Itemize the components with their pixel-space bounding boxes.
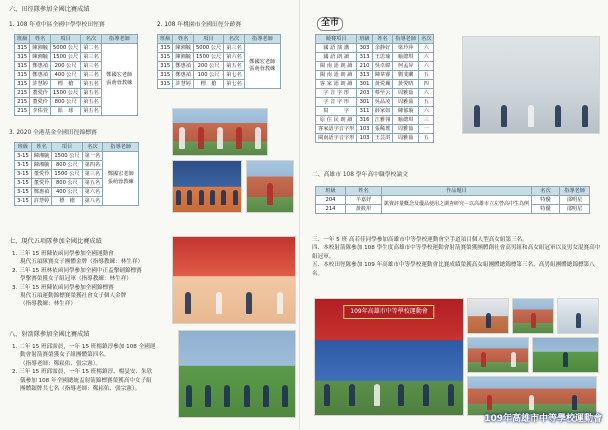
t3-row	[15, 152, 139, 161]
meet-h4: 名次	[419, 35, 434, 44]
meet-row	[316, 80, 434, 89]
t2-cell: 陳湘毓	[173, 53, 194, 62]
meet-row	[316, 44, 434, 53]
sec7-title: 七、現代五項隊參加全國比賽成績	[9, 238, 102, 245]
meet-h1: 班級	[357, 35, 372, 44]
t2-row	[158, 44, 281, 53]
essay-h3: 名次	[532, 187, 560, 196]
t1-cell: 李佑萱	[30, 107, 51, 116]
meet-cell: 周雅茹	[393, 134, 419, 143]
photo-relay	[467, 337, 529, 373]
t3-cell: 第三名	[82, 170, 103, 179]
t2-cell: 315	[158, 71, 173, 80]
sec7-line-1: 1. 三年 15 班陳依函同學參加全國運動會	[12, 251, 114, 257]
t1-h0: 班級	[15, 35, 30, 44]
note-3: 三、一年 5 班 高若佳同學參加高雄市中等學校運動會空手道項目個人型高女組第三名。	[312, 237, 528, 243]
meet-cell: 喻總琪	[393, 53, 419, 62]
meet-cell: 周雅茹	[393, 89, 419, 98]
meet-cell: 三	[419, 116, 434, 125]
meet-cell: 閩南語字音字形	[316, 134, 357, 143]
sec8-line-5: 儀參加 108 年全國總統盃射箭錦標賽榮獲高中女子組	[20, 377, 152, 384]
meet-cell: 黃愛晴	[393, 80, 419, 89]
t3-cell: 3-15	[15, 179, 32, 188]
meet-cell: 六	[419, 107, 434, 116]
essay-r0-c4: 邵明星	[560, 196, 590, 205]
meet-cell: 字 音 字 形	[316, 89, 357, 98]
t2-h0: 班級	[158, 35, 173, 44]
t2-cell: 315	[158, 44, 173, 53]
meet-cell: 原 住 民 朗 讀	[316, 116, 357, 125]
t3-cell: 陳湘毓	[31, 161, 52, 170]
t2-table	[157, 34, 281, 89]
quanshi-label: 全市	[317, 17, 343, 31]
t2-cell: 5000 公尺	[193, 44, 223, 53]
meet-cell: 劉斐蘭	[393, 71, 419, 80]
t1-cell: 315	[15, 44, 30, 53]
t1-cell: 第五名	[81, 107, 102, 116]
photo-hurdle	[467, 298, 509, 334]
t1-cell: 第五名	[81, 80, 102, 89]
t3-cell: 陳湘毓	[31, 152, 52, 161]
t3-cell: 董愛伶	[31, 179, 52, 188]
meet-row	[316, 134, 434, 143]
t3-h3: 名次	[82, 143, 103, 152]
t1-cell: 鉛 球	[50, 107, 80, 116]
sec8-body	[12, 343, 172, 393]
t3-table	[14, 142, 139, 206]
meet-cell: 313	[357, 53, 372, 62]
t3-cell: 1500 公尺	[52, 170, 82, 179]
sec7-line-6: 現代五項運動錦標賽榮獲社會女子個人金牌	[20, 293, 127, 300]
meet-h0: 競賽項目	[316, 35, 357, 44]
essay-h1: 姓名	[346, 187, 382, 196]
meet-row	[316, 125, 434, 134]
t1-h2: 項目	[50, 35, 80, 44]
meet-cell: 周雅茹	[393, 98, 419, 107]
meet-cell: 薛家如	[372, 107, 393, 116]
meet-cell: 五	[419, 134, 434, 143]
meet-cell: 五	[419, 98, 434, 107]
sec7-body	[12, 250, 172, 309]
left-page	[0, 0, 300, 430]
meet-cell: 303	[357, 44, 372, 53]
meet-cell: 301	[357, 98, 372, 107]
meet-cell: 六	[419, 62, 434, 71]
t1-cell: 陳湘毓	[30, 44, 51, 53]
t3-cell: 800 公尺	[52, 179, 82, 188]
meet-cell: 國 語 朗 讀	[316, 53, 357, 62]
meet-cell: 103	[357, 125, 372, 134]
t1-cell: 第五名	[81, 89, 102, 98]
t2-cell: 標 槍	[193, 80, 223, 89]
t3-cell: 3-15	[15, 161, 32, 170]
meet-cell: 喻總琪	[393, 116, 419, 125]
meet-cell: 閩 南 語 朗 讀	[316, 62, 357, 71]
notes-block	[312, 236, 602, 278]
t2-cell: 315	[158, 62, 173, 71]
t3-h0: 班級	[15, 143, 32, 152]
meet-h3: 指導老師	[393, 35, 419, 44]
sec7-line-5: 3. 三年 15 班陳依函同學參加全國錦標賽	[12, 284, 114, 291]
meet-table	[315, 34, 434, 143]
meet-row	[316, 71, 434, 80]
t3-cell: 第六名	[82, 188, 103, 197]
t3-cell: 3-15	[15, 152, 32, 161]
sec7-line-2: 現代五項隊賽女子團體金牌（指導教練：林生祥）	[20, 259, 144, 266]
t1-cell: 315	[15, 62, 30, 71]
t1-h3: 名次	[81, 35, 102, 44]
t1-cell: 215	[15, 107, 30, 116]
meet-cell: 313	[357, 71, 372, 80]
t1-cell: 董愛伶	[30, 89, 51, 98]
t3-cell: 第五名	[82, 179, 103, 188]
t2-cell: 第三名	[224, 44, 245, 53]
t1-cell: 第三名	[81, 71, 102, 80]
meet-cell: 四	[419, 80, 434, 89]
essay-h0: 班級	[316, 187, 346, 196]
meet-h2: 姓名	[372, 35, 393, 44]
t3-h2: 項目	[52, 143, 82, 152]
t2-body	[158, 44, 281, 89]
t3-cell: 3-15	[15, 188, 32, 197]
games-stage-banner: 109年高雄市中等學校運動會	[343, 305, 434, 319]
t2-cell: 200 公尺	[193, 62, 223, 71]
meet-cell: 316	[357, 116, 372, 125]
t3-cell: 1500 公尺	[52, 152, 82, 161]
photo-archer	[557, 298, 599, 334]
meet-cell: 一	[419, 125, 434, 134]
t2-cell: 鄭惠禎	[173, 71, 194, 80]
t3-cell: 許慧婷	[31, 197, 52, 206]
meet-row	[316, 107, 434, 116]
t1-cell: 陳湘毓	[30, 53, 51, 62]
meet-cell: 字 音 字 形	[316, 98, 357, 107]
t3-cell: 400 公尺	[52, 188, 82, 197]
t1-cell: 標 槍	[50, 80, 80, 89]
sec8-line-2: 動會射箭賽榮獲女子組團體第四名。	[20, 352, 110, 359]
photo-race	[467, 376, 597, 416]
t2-cell: 315	[158, 53, 173, 62]
t1-cell: 315	[15, 71, 30, 80]
sec7-line-4: 學擊賽榮獲女子組冠軍（指導教練：林生祥）	[20, 276, 132, 283]
meet-cell: 閩 南 語 朗 讀	[316, 71, 357, 80]
sec7-line-7: （指導教練：林生祥）	[20, 301, 76, 308]
t2-cell: 陳湘毓	[173, 44, 194, 53]
t2-cell: 第七名	[224, 80, 245, 89]
photo-throw	[532, 337, 599, 373]
t2-h2: 項目	[193, 35, 223, 44]
meet-body	[316, 44, 434, 143]
t1-cell: 第二名	[81, 44, 102, 53]
t1-cell: 800 公尺	[50, 98, 80, 107]
essay-r1-c1: 黃筱彤	[346, 205, 382, 214]
meet-cell: 國 語 演 講	[316, 44, 357, 53]
photo-archery-group	[178, 330, 296, 418]
t2-cell: 第六名	[224, 53, 245, 62]
meet-row	[316, 116, 434, 125]
meet-cell: 301	[357, 80, 372, 89]
essay-r0-c3: 特優	[532, 196, 560, 205]
sec8-line-4: 2. 三年 15 班邱霈晨，一年 15 班楊鎮淳、楊旻安、朱欣	[12, 369, 153, 376]
photo-sprint	[512, 298, 554, 334]
sec8-line-1: 1. 二年 15 班邱霈晨，一年 15 班楊鎮淳參加 108 全國運	[12, 344, 156, 350]
t1-cell: 第三名	[81, 62, 102, 71]
t3-cell: 800 公尺	[52, 161, 82, 170]
t2-h1: 姓名	[173, 35, 194, 44]
meet-cell: 蔡至云	[372, 89, 393, 98]
t3-body	[15, 152, 139, 206]
meet-cell: 張稀瑤	[372, 125, 393, 134]
meet-cell: 吳品凌	[372, 98, 393, 107]
t3-cell: 鄭惠禎	[31, 188, 52, 197]
meet-cell: 柯孟昇	[393, 62, 419, 71]
t2-cell: 1500 公尺	[193, 53, 223, 62]
meet-row	[316, 98, 434, 107]
t2-coach: 鄭國宏老師張萌蓉教練	[244, 44, 280, 89]
meet-cell: 梁玲萍	[393, 44, 419, 53]
meet-row	[316, 62, 434, 71]
photo-fencing-group	[172, 236, 296, 324]
sec8-line-3: （指導老師：鄭崧佑、張宗憲）。	[20, 360, 102, 367]
t1-cell: 第五名	[81, 98, 102, 107]
t1-cell: 5000 公尺	[50, 44, 80, 53]
t2-h4: 指導老師	[244, 35, 280, 44]
t1-cell: 第三名	[81, 53, 102, 62]
essay-h2: 作品題目	[382, 187, 532, 196]
t1-cell: 315	[15, 53, 30, 62]
meet-cell: 陳郁璇	[393, 107, 419, 116]
essay-body	[316, 196, 590, 214]
t3-cell: 董愛伶	[31, 170, 52, 179]
t3-coach: 鄭國宏老師張萌蓉教練	[103, 152, 139, 206]
t1-body	[15, 44, 138, 116]
sec7-line-3: 2. 三年 15 班林依函同學參加全國中正盃擊劍錦標賽	[12, 267, 142, 274]
meet-cell: 王芸淇	[372, 134, 393, 143]
t2-cell: 鄭惠禎	[173, 62, 194, 71]
t1-row	[15, 44, 138, 53]
t3-cell: 3-15	[15, 197, 32, 206]
t3-cell: 3-15	[15, 170, 32, 179]
t1-h4: 指導老師	[101, 35, 137, 44]
t1-cell: 許慧婷	[30, 80, 51, 89]
meet-cell: 黃愛珮	[372, 80, 393, 89]
sec6-title: 六、田徑隊參加全國比賽成績	[9, 6, 90, 13]
t1-cell: 1500 公尺	[50, 53, 80, 62]
t2-cell: 許慧婷	[173, 80, 194, 89]
t3-cell: 第四名	[82, 161, 103, 170]
t2-cell: 第五名	[224, 62, 245, 71]
meet-cell: 六	[419, 89, 434, 98]
t1-cell: 315	[15, 80, 30, 89]
t3-cell: 標 槍	[52, 197, 82, 206]
note-4: 四、本校射箭隊參加 108 學生度高雄市中等學校運動會射箭賽榮獲團體創社會高男組和高女組冠軍以及男女混賽高中組冠軍。	[312, 245, 601, 260]
meet-cell: 吳卓緯	[372, 62, 393, 71]
t1-cell: 董愛伶	[30, 98, 51, 107]
t3-h4: 指導老師	[103, 143, 139, 152]
t1-title: 1. 108 年重中區全國中學學校田徑賽	[9, 22, 105, 28]
t2-cell: 第七名	[224, 71, 245, 80]
essay-h4: 指導老師	[560, 187, 590, 196]
t1-cell: 鄭惠禎	[30, 71, 51, 80]
essay-r0-c0: 204	[316, 196, 346, 205]
essay-r1-c4: 邵明星	[560, 205, 590, 214]
meet-cell: 客家語字音字形	[316, 125, 357, 134]
essay-r0-c1: 羊嘉妤	[346, 196, 382, 205]
meet-cell: 103	[357, 134, 372, 143]
t1-coach: 鄭國宏老師張萌蓉教練	[101, 44, 137, 116]
t1-cell: 1500 公尺	[50, 89, 80, 98]
t3-h1: 姓名	[31, 143, 52, 152]
meet-cell: 六	[419, 44, 434, 53]
t2-h3: 名次	[224, 35, 245, 44]
note-5: 五、本校田徑隊參加 109 年高雄市中等學校運動會比賽成績榮獲高女組團體總錦標第三名、高男組團體總錦標第八名。	[312, 262, 595, 277]
t3-title: 3. 2020 全港基金全國田徑錦標賽	[9, 130, 97, 136]
meet-row	[316, 53, 434, 62]
meet-cell: 客 家 語 朗 讀	[316, 80, 357, 89]
photo-award-ceremony	[462, 36, 600, 134]
meet-cell: 311	[357, 107, 372, 116]
t2-cell: 315	[158, 80, 173, 89]
photo-track-athletes	[172, 108, 268, 156]
meet-cell: 六	[419, 53, 434, 62]
t1-cell: 鄭惠禎	[30, 62, 51, 71]
meet-cell: 203	[357, 89, 372, 98]
meet-row	[316, 89, 434, 98]
essay-r1-c0: 214	[316, 205, 346, 214]
meet-cell: 210	[357, 62, 372, 71]
t1-table	[14, 34, 138, 116]
meet-cell: 寫 字	[316, 107, 357, 116]
photo-team-group	[172, 160, 242, 213]
essay-table	[315, 186, 590, 214]
t2-cell: 100 公尺	[193, 71, 223, 80]
t1-cell: 215	[15, 98, 30, 107]
photo-games-team	[314, 298, 464, 416]
t1-cell: 200 公尺	[50, 62, 80, 71]
meet-cell: 陳韋睿	[372, 71, 393, 80]
t3-cell: 第八名	[82, 197, 103, 206]
meet-cell: 五	[419, 71, 434, 80]
essay-topic: 凱資評量概念及優品使用之調查研究－以高雄市立左營高中生為例	[382, 196, 532, 214]
t3-cell: 第一名	[82, 152, 103, 161]
meet-cell: 江雅翎	[372, 116, 393, 125]
meet-cell: 王思瑜	[372, 53, 393, 62]
meet-cell: 余静好	[372, 44, 393, 53]
photo-runner	[246, 160, 294, 213]
essay-r1-c3: 特優	[532, 205, 560, 214]
sec8-line-6: 團體銀牌共七名（指導老師：鄭崧佑、張宗憲）。	[20, 386, 141, 393]
t1-h1: 姓名	[30, 35, 51, 44]
right-page	[300, 0, 608, 430]
t1-cell: 215	[15, 89, 30, 98]
t2-title: 2. 108 年桃園市全國田徑分齡賽	[157, 22, 242, 28]
sec8-title: 八、射箭隊參加全國比賽成績	[9, 331, 90, 338]
meet-cell: 周雅茹	[393, 125, 419, 134]
essay-title: 二、高雄市 108 學年高中職學校論文	[312, 172, 408, 178]
t1-cell: 400 公尺	[50, 71, 80, 80]
games-caption: 109年高雄市中等學校運動會	[484, 414, 602, 425]
